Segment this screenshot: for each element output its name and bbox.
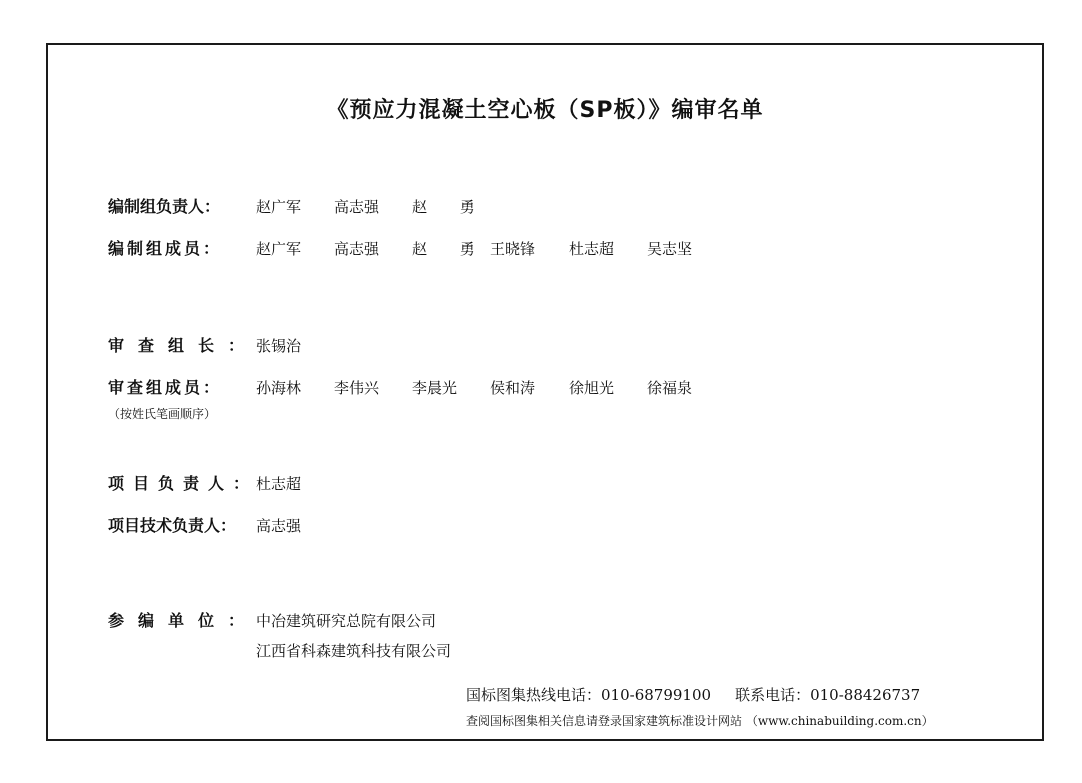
review-leader-label: 审查组长： (108, 336, 259, 355)
participant-org: 中冶建筑研究总院有限公司 (256, 612, 437, 630)
stroke-order-note: （按姓氏笔画顺序） (108, 407, 217, 421)
compile-members-label: 编制组成员： (108, 239, 223, 258)
participant-org: 江西省科森建筑科技有限公司 (256, 642, 452, 660)
review-members-label: 审查组成员： (108, 378, 223, 397)
compile-leaders-label: 编制组负责人： (108, 197, 221, 216)
person-name: 高志强 (334, 198, 380, 216)
person-name: 高志强 (256, 517, 302, 535)
person-name: 杜志超 (256, 475, 302, 493)
person-name: 赵广军 (256, 198, 302, 216)
person-name: 赵 勇 (412, 240, 489, 258)
person-name: 孙海林 (256, 379, 302, 397)
participants-label: 参编单位： (108, 611, 259, 630)
person-name: 侯和涛 (490, 379, 536, 397)
person-name: 高志强 (334, 240, 380, 258)
document-title: 《预应力混凝土空心板（SP板）》编审名单 (326, 98, 764, 123)
person-name: 王晓锋 (490, 240, 536, 258)
person-name: 赵 勇 (412, 198, 489, 216)
website-info: 查阅国标图集相关信息请登录国家建筑标准设计网站 （www.chinabuilding.com.cn） (466, 714, 934, 728)
person-name: 赵广军 (256, 240, 302, 258)
person-name: 李伟兴 (334, 379, 380, 397)
hotline-info (466, 685, 920, 705)
hotline-number: 010-68799100 (601, 686, 712, 704)
person-name: 杜志超 (569, 240, 615, 258)
project-leader-label: 项目负责人： (108, 474, 259, 493)
hotline-label: 国标图集热线电话： (466, 686, 602, 704)
tech-leader-label: 项目技术负责人： (108, 516, 237, 535)
person-name: 张锡治 (256, 337, 302, 355)
document-frame (46, 43, 1044, 741)
contact-number: 010-88426737 (810, 686, 921, 704)
person-name: 吴志坚 (647, 240, 693, 258)
person-name: 李晨光 (412, 379, 458, 397)
person-name: 徐福泉 (647, 379, 693, 397)
person-name: 徐旭光 (569, 379, 615, 397)
contact-label: 联系电话： (735, 686, 811, 704)
